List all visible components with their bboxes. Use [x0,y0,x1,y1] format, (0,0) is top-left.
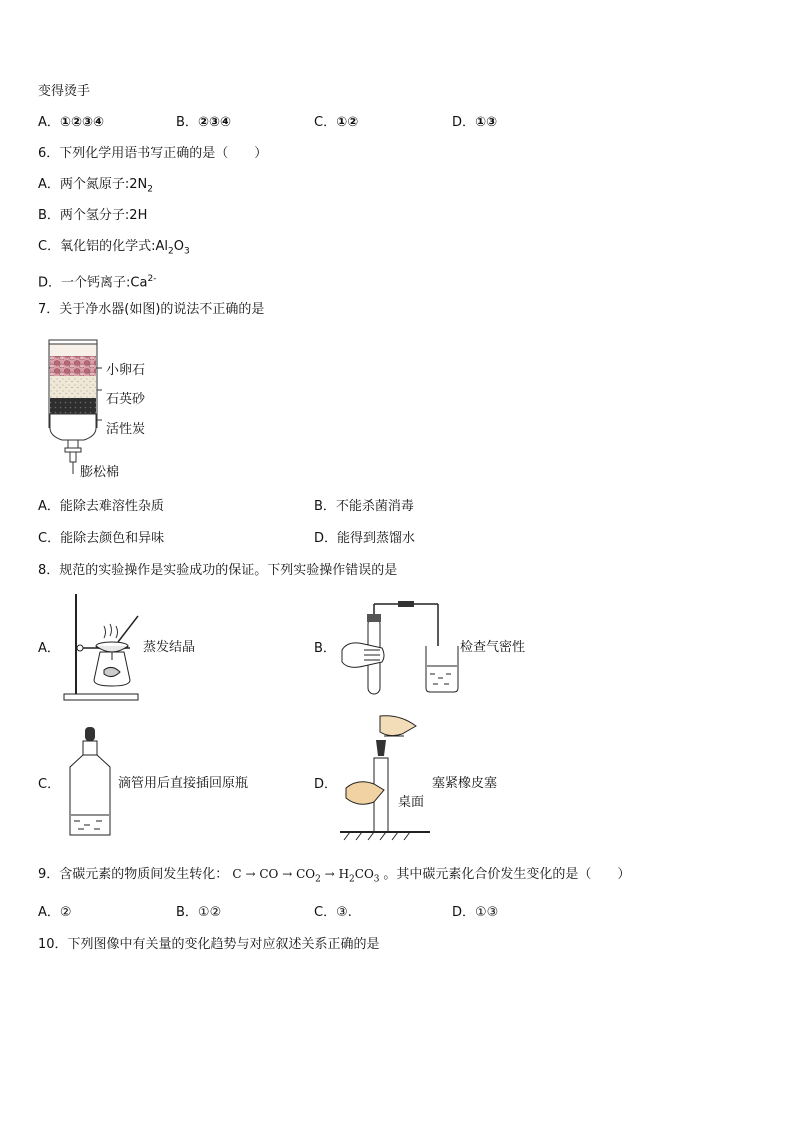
q6-option-b: B．两个氢分子:2H [38,208,148,223]
airtightness-figure [338,600,468,700]
q9-option-c: C．③. [314,905,352,920]
water-purifier-figure [44,336,174,486]
airtightness-drawing [338,600,468,700]
label-cotton: 膨松棉 [80,465,120,480]
caption-stopper: 塞紧橡皮塞 [432,776,498,791]
caption-airtightness: 检查气密性 [460,640,526,655]
q9-formula: C → CO → $CO_2 \to H_2CO_3$ [232,867,380,885]
q5-tail: 变得烫手 [38,84,91,99]
q10-stem: 10．下列图像中有关量的变化趋势与对应叙述关系正确的是 [38,937,380,952]
q5-option-c: C．①② [314,115,359,130]
dropper-bottle-figure [64,725,116,840]
caption-evaporation: 蒸发结晶 [143,640,196,655]
dropper-bottle-drawing [64,725,116,840]
q9-option-a: A．② [38,905,72,920]
q7-option-c: C．能除去颜色和异味 [38,531,165,546]
caption-desktop: 桌面 [398,795,425,810]
q8-option-a-letter: A． [38,641,60,656]
stopper-figure [340,712,430,842]
evaporation-figure [60,590,140,705]
evaporation-drawing [60,590,140,705]
q5-option-d: D．①③ [452,115,498,130]
q9-stem: 9．含碳元素的物质间发生转化： C → CO → $CO_2 \to H_2CO_3$ 。其中碳元素化合价发生变化的是（ ） [38,867,631,885]
label-quartz-sand: 石英砂 [106,392,146,407]
q8-option-b-letter: B． [314,641,336,656]
q8-option-c-letter: C． [38,777,61,792]
q6-option-c: C．氧化铝的化学式$:Al_2O_3$ [38,239,190,257]
q7-option-b: B．不能杀菌消毒 [314,499,414,514]
label-activated-carbon: 活性炭 [106,422,146,437]
q7-stem: 7．关于净水器(如图)的说法不正确的是 [38,302,265,317]
water-purifier-drawing [44,336,174,486]
caption-dropper: 滴管用后直接插回原瓶 [118,776,249,791]
label-pebbles: 小卵石 [106,363,146,378]
q8-stem: 8．规范的实验操作是实验成功的保证。下列实验操作错误的是 [38,563,398,578]
q5-option-b: B．②③④ [176,115,231,130]
stopper-drawing [340,712,430,842]
q7-option-a: A．能除去难溶性杂质 [38,499,164,514]
q8-option-d-letter: D． [314,777,338,792]
q5-option-a: A．①②③④ [38,115,104,130]
q6-option-d: D．一个钙离子$:Ca^{2-}$ [38,274,157,291]
q6-option-a: A．两个氮原子$:2N_2$ [38,177,154,195]
q6-stem: 6．下列化学用语书写正确的是（ ） [38,146,268,161]
q7-option-d: D．能得到蒸馏水 [314,531,416,546]
q9-option-b: B．①② [176,905,222,920]
q9-option-d: D．①③ [452,905,499,920]
